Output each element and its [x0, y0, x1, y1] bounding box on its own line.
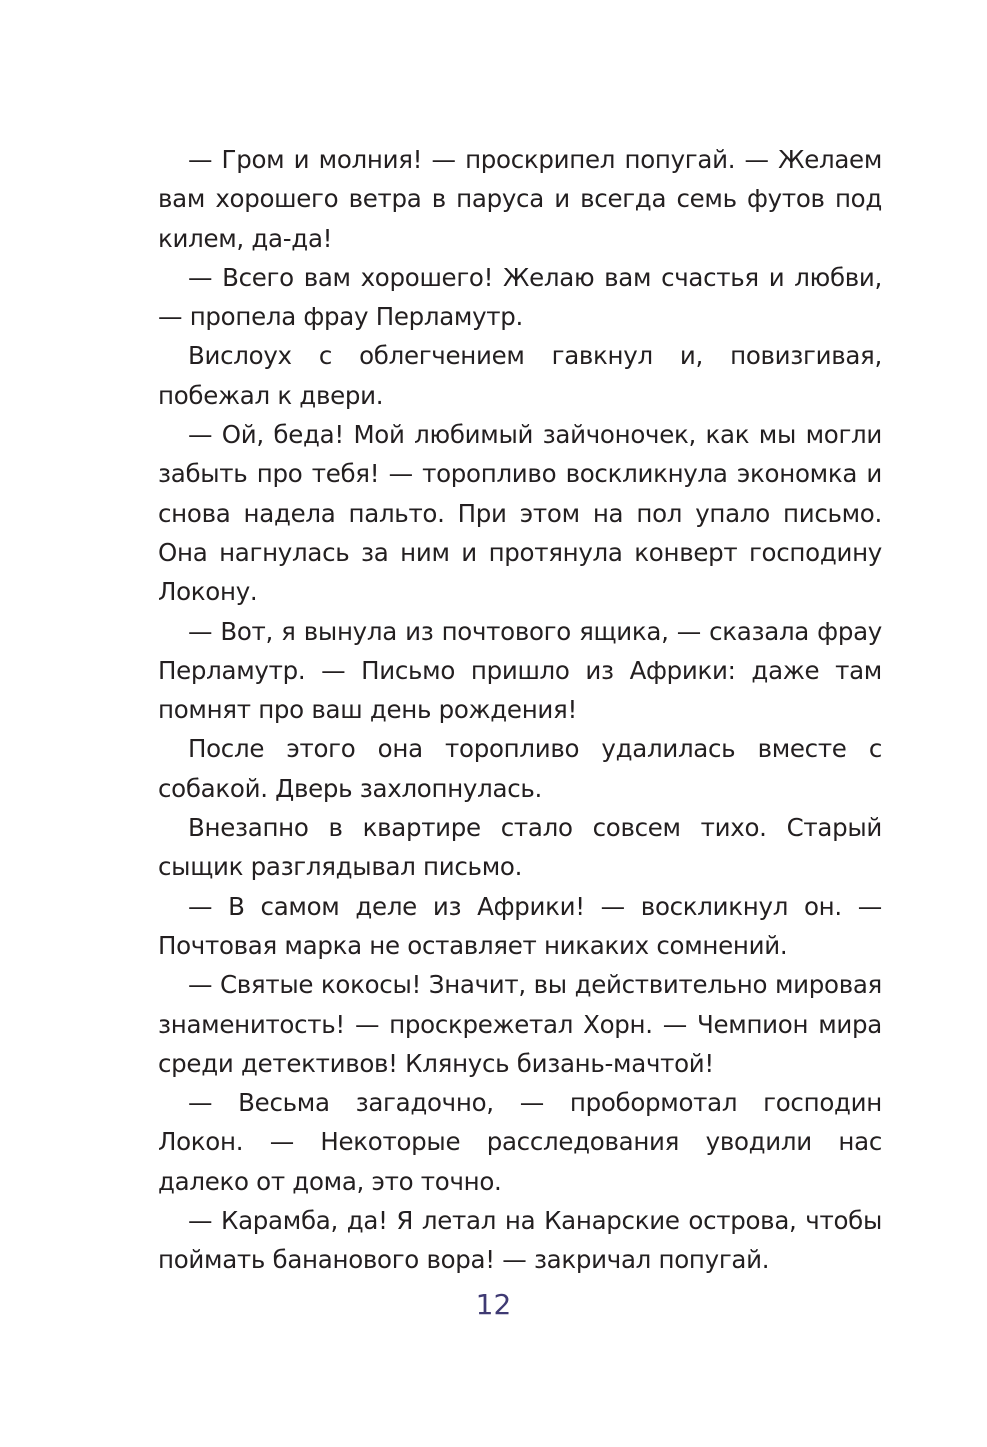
paragraph: Внезапно в квартире стало совсем тихо. Старый сыщик разглядывал письмо. — [158, 813, 882, 882]
paragraph: — Вот, я вынула из почтового ящика, — сказала фрау Перламутр. — Письмо пришло из Африки: даже там помнят про ваш день рождения! — [158, 616, 882, 725]
paragraph: Вислоух с облегчением гавкнул и, повизгивая, побежал к двери. — [158, 341, 882, 410]
page-number: 12 — [475, 1288, 512, 1321]
paragraph: — Всего вам хорошего! Желаю вам счастья и любви, — пропела фрау Перламутр. — [158, 262, 882, 332]
paragraph: — Весьма загадочно, — пробормотал господин Локон. — Некоторые расследования уводили нас далеко от дома, это точно. — [158, 1088, 882, 1196]
paragraph: — Карамба, да! Я летал на Канарские острова, чтобы поймать бананового вора! — закричал попугай. — [158, 1206, 882, 1275]
paragraph: — Гром и молния! — проскрипел попугай. — Желаем вам хорошего ветра в паруса и всегда семь футов под килем, да-да! — [158, 145, 882, 253]
body-text — [158, 140, 882, 1280]
paragraph: После этого она торопливо удалилась вместе с собакой. Дверь захлопнулась. — [158, 734, 882, 803]
paragraph: — В самом деле из Африки! — воскликнул он. — Почтовая марка не оставляет никаких сомнений. — [158, 891, 882, 960]
paragraph: — Святые кокосы! Значит, вы действительно мировая знаменитость! — проскрежетал Хорн. — Чемпион мира среди детективов! Клянусь бизань-мачтой! — [158, 970, 882, 1078]
paragraph: — Ой, беда! Мой любимый зайчоночек, как мы могли забыть про тебя! — торопливо воскликнула экономка и снова надела пальто. При этом на пол упало письмо. Она нагнулась за ним и протянула конверт господину Локону. — [158, 420, 882, 607]
